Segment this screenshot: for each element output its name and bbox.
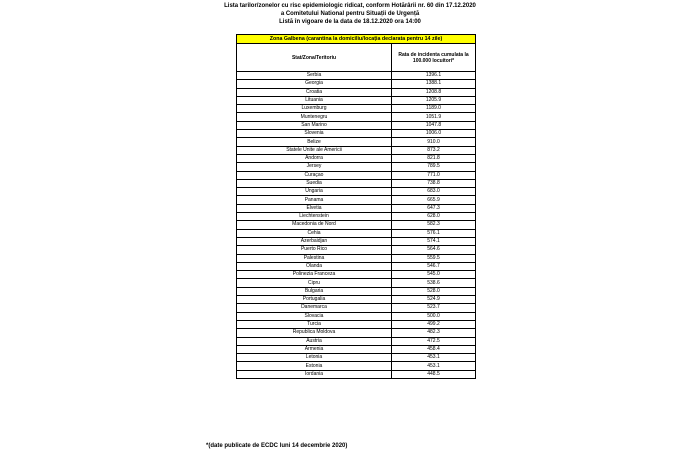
rate-cell: 789.5 bbox=[392, 163, 476, 171]
rate-cell: 910.0 bbox=[392, 138, 476, 146]
table-row bbox=[237, 113, 476, 121]
table-row bbox=[237, 105, 476, 113]
rate-cell: 665.9 bbox=[392, 196, 476, 204]
rate-cell: 1006.0 bbox=[392, 130, 476, 138]
rate-cell: 524.9 bbox=[392, 296, 476, 304]
footnote: *(date publicate de ECDC luni 14 decembrie 2020) bbox=[206, 443, 348, 449]
country-cell: Jersey bbox=[237, 163, 392, 171]
table-row bbox=[237, 121, 476, 129]
country-cell: Muntenegru bbox=[237, 113, 392, 121]
country-cell: Estonia bbox=[237, 362, 392, 370]
table-row bbox=[237, 229, 476, 237]
rate-cell: 1205.9 bbox=[392, 96, 476, 104]
country-cell: Iordania bbox=[237, 370, 392, 378]
country-cell: Andorra bbox=[237, 154, 392, 162]
country-cell: Ungaria bbox=[237, 188, 392, 196]
country-cell: Bulgaria bbox=[237, 287, 392, 295]
table-row bbox=[237, 196, 476, 204]
risk-countries-table bbox=[236, 34, 476, 379]
header-line-2: a Comitetului National pentru Situații de Urgență bbox=[280, 11, 420, 18]
rate-cell: 821.8 bbox=[392, 154, 476, 162]
table-row bbox=[237, 337, 476, 345]
column-header-country: Stat/Zona/Teritoriu bbox=[237, 44, 392, 72]
rate-cell: 453.1 bbox=[392, 354, 476, 362]
country-cell: Lituania bbox=[237, 96, 392, 104]
rate-cell: 538.6 bbox=[392, 279, 476, 287]
table-row bbox=[237, 163, 476, 171]
country-cell: Armenia bbox=[237, 345, 392, 353]
country-cell: Polinezia Franceza bbox=[237, 271, 392, 279]
zone-title: Zona Galbena (carantina la domiciliu/locația declarata pentru 14 zile) bbox=[237, 35, 476, 44]
table-row bbox=[237, 262, 476, 270]
country-cell: Belize bbox=[237, 138, 392, 146]
rate-cell: 1047.8 bbox=[392, 121, 476, 129]
country-cell: Slovenia bbox=[237, 130, 392, 138]
table-body bbox=[237, 72, 476, 379]
table-row bbox=[237, 345, 476, 353]
country-cell: Georgia bbox=[237, 80, 392, 88]
rate-cell: 1189.0 bbox=[392, 105, 476, 113]
column-header-row bbox=[237, 44, 476, 72]
table-row bbox=[237, 154, 476, 162]
rate-cell: 453.1 bbox=[392, 362, 476, 370]
rate-cell: 873.2 bbox=[392, 146, 476, 154]
country-cell: Croatia bbox=[237, 88, 392, 96]
table-row bbox=[237, 279, 476, 287]
rate-cell: 1388.1 bbox=[392, 80, 476, 88]
table-row bbox=[237, 329, 476, 337]
table-row bbox=[237, 296, 476, 304]
country-cell: Republica Moldova bbox=[237, 329, 392, 337]
country-cell: Luxemburg bbox=[237, 105, 392, 113]
country-cell: Letonia bbox=[237, 354, 392, 362]
country-cell: Austria bbox=[237, 337, 392, 345]
rate-cell: 500.0 bbox=[392, 312, 476, 320]
table-row bbox=[237, 304, 476, 312]
country-cell: Suedia bbox=[237, 179, 392, 187]
rate-cell: 564.6 bbox=[392, 246, 476, 254]
rate-cell: 771.0 bbox=[392, 171, 476, 179]
rate-cell: 738.8 bbox=[392, 179, 476, 187]
rate-cell: 545.0 bbox=[392, 271, 476, 279]
header-line-3: Listă în vigoare de la data de 18.12.2020 ora 14:00 bbox=[279, 19, 421, 26]
table-row bbox=[237, 138, 476, 146]
country-cell: Puerto Rico bbox=[237, 246, 392, 254]
table-row bbox=[237, 287, 476, 295]
table-row bbox=[237, 146, 476, 154]
rate-cell: 1396.1 bbox=[392, 72, 476, 80]
country-cell: Statele Unite ale Americii bbox=[237, 146, 392, 154]
country-cell: Liechtenstein bbox=[237, 213, 392, 221]
table-row bbox=[237, 354, 476, 362]
rate-cell: 576.1 bbox=[392, 229, 476, 237]
table-row bbox=[237, 362, 476, 370]
table-row bbox=[237, 72, 476, 80]
country-cell: Azerbaidjan bbox=[237, 237, 392, 245]
table-row bbox=[237, 171, 476, 179]
rate-cell: 628.0 bbox=[392, 213, 476, 221]
country-cell: Portugalia bbox=[237, 296, 392, 304]
country-cell: Curaçao bbox=[237, 171, 392, 179]
table-row bbox=[237, 320, 476, 328]
table-row bbox=[237, 237, 476, 245]
table-row bbox=[237, 312, 476, 320]
country-cell: Macedonia de Nord bbox=[237, 221, 392, 229]
rate-cell: 448.5 bbox=[392, 370, 476, 378]
country-cell: Danemarca bbox=[237, 304, 392, 312]
table-row bbox=[237, 96, 476, 104]
rate-cell: 472.5 bbox=[392, 337, 476, 345]
table-row bbox=[237, 254, 476, 262]
rate-cell: 499.2 bbox=[392, 320, 476, 328]
table-row bbox=[237, 370, 476, 378]
rate-cell: 574.1 bbox=[392, 237, 476, 245]
country-cell: Palestina bbox=[237, 254, 392, 262]
rate-cell: 546.7 bbox=[392, 262, 476, 270]
rate-cell: 1051.9 bbox=[392, 113, 476, 121]
rate-cell: 528.0 bbox=[392, 287, 476, 295]
table-row bbox=[237, 188, 476, 196]
rate-cell: 683.0 bbox=[392, 188, 476, 196]
zone-title-row bbox=[237, 35, 476, 44]
table-row bbox=[237, 179, 476, 187]
rate-cell: 458.4 bbox=[392, 345, 476, 353]
country-cell: Elvetia bbox=[237, 204, 392, 212]
table-row bbox=[237, 204, 476, 212]
rate-cell: 559.5 bbox=[392, 254, 476, 262]
rate-cell: 482.3 bbox=[392, 329, 476, 337]
table-row bbox=[237, 246, 476, 254]
country-cell: Cehia bbox=[237, 229, 392, 237]
header-line-1: Lista tarilor/zonelor cu risc epidemiologic ridicat, conform Hotărârii nr. 60 din 17.12.2020 bbox=[224, 3, 476, 9]
rate-cell: 523.7 bbox=[392, 304, 476, 312]
country-cell: Cipru bbox=[237, 279, 392, 287]
table-row bbox=[237, 80, 476, 88]
rate-cell: 1208.8 bbox=[392, 88, 476, 96]
country-cell: Serbia bbox=[237, 72, 392, 80]
column-header-rate: Rata de incidenta cumulata la 100.000 locuitori* bbox=[392, 44, 476, 72]
country-cell: Panama bbox=[237, 196, 392, 204]
country-cell: Slovacia bbox=[237, 312, 392, 320]
rate-cell: 582.3 bbox=[392, 221, 476, 229]
table-row bbox=[237, 88, 476, 96]
table-row bbox=[237, 213, 476, 221]
document-header bbox=[0, 2, 700, 27]
country-cell: Olanda bbox=[237, 262, 392, 270]
table-row bbox=[237, 221, 476, 229]
table-row bbox=[237, 130, 476, 138]
rate-cell: 647.3 bbox=[392, 204, 476, 212]
table-row bbox=[237, 271, 476, 279]
country-cell: San Marino bbox=[237, 121, 392, 129]
country-cell: Turcia bbox=[237, 320, 392, 328]
